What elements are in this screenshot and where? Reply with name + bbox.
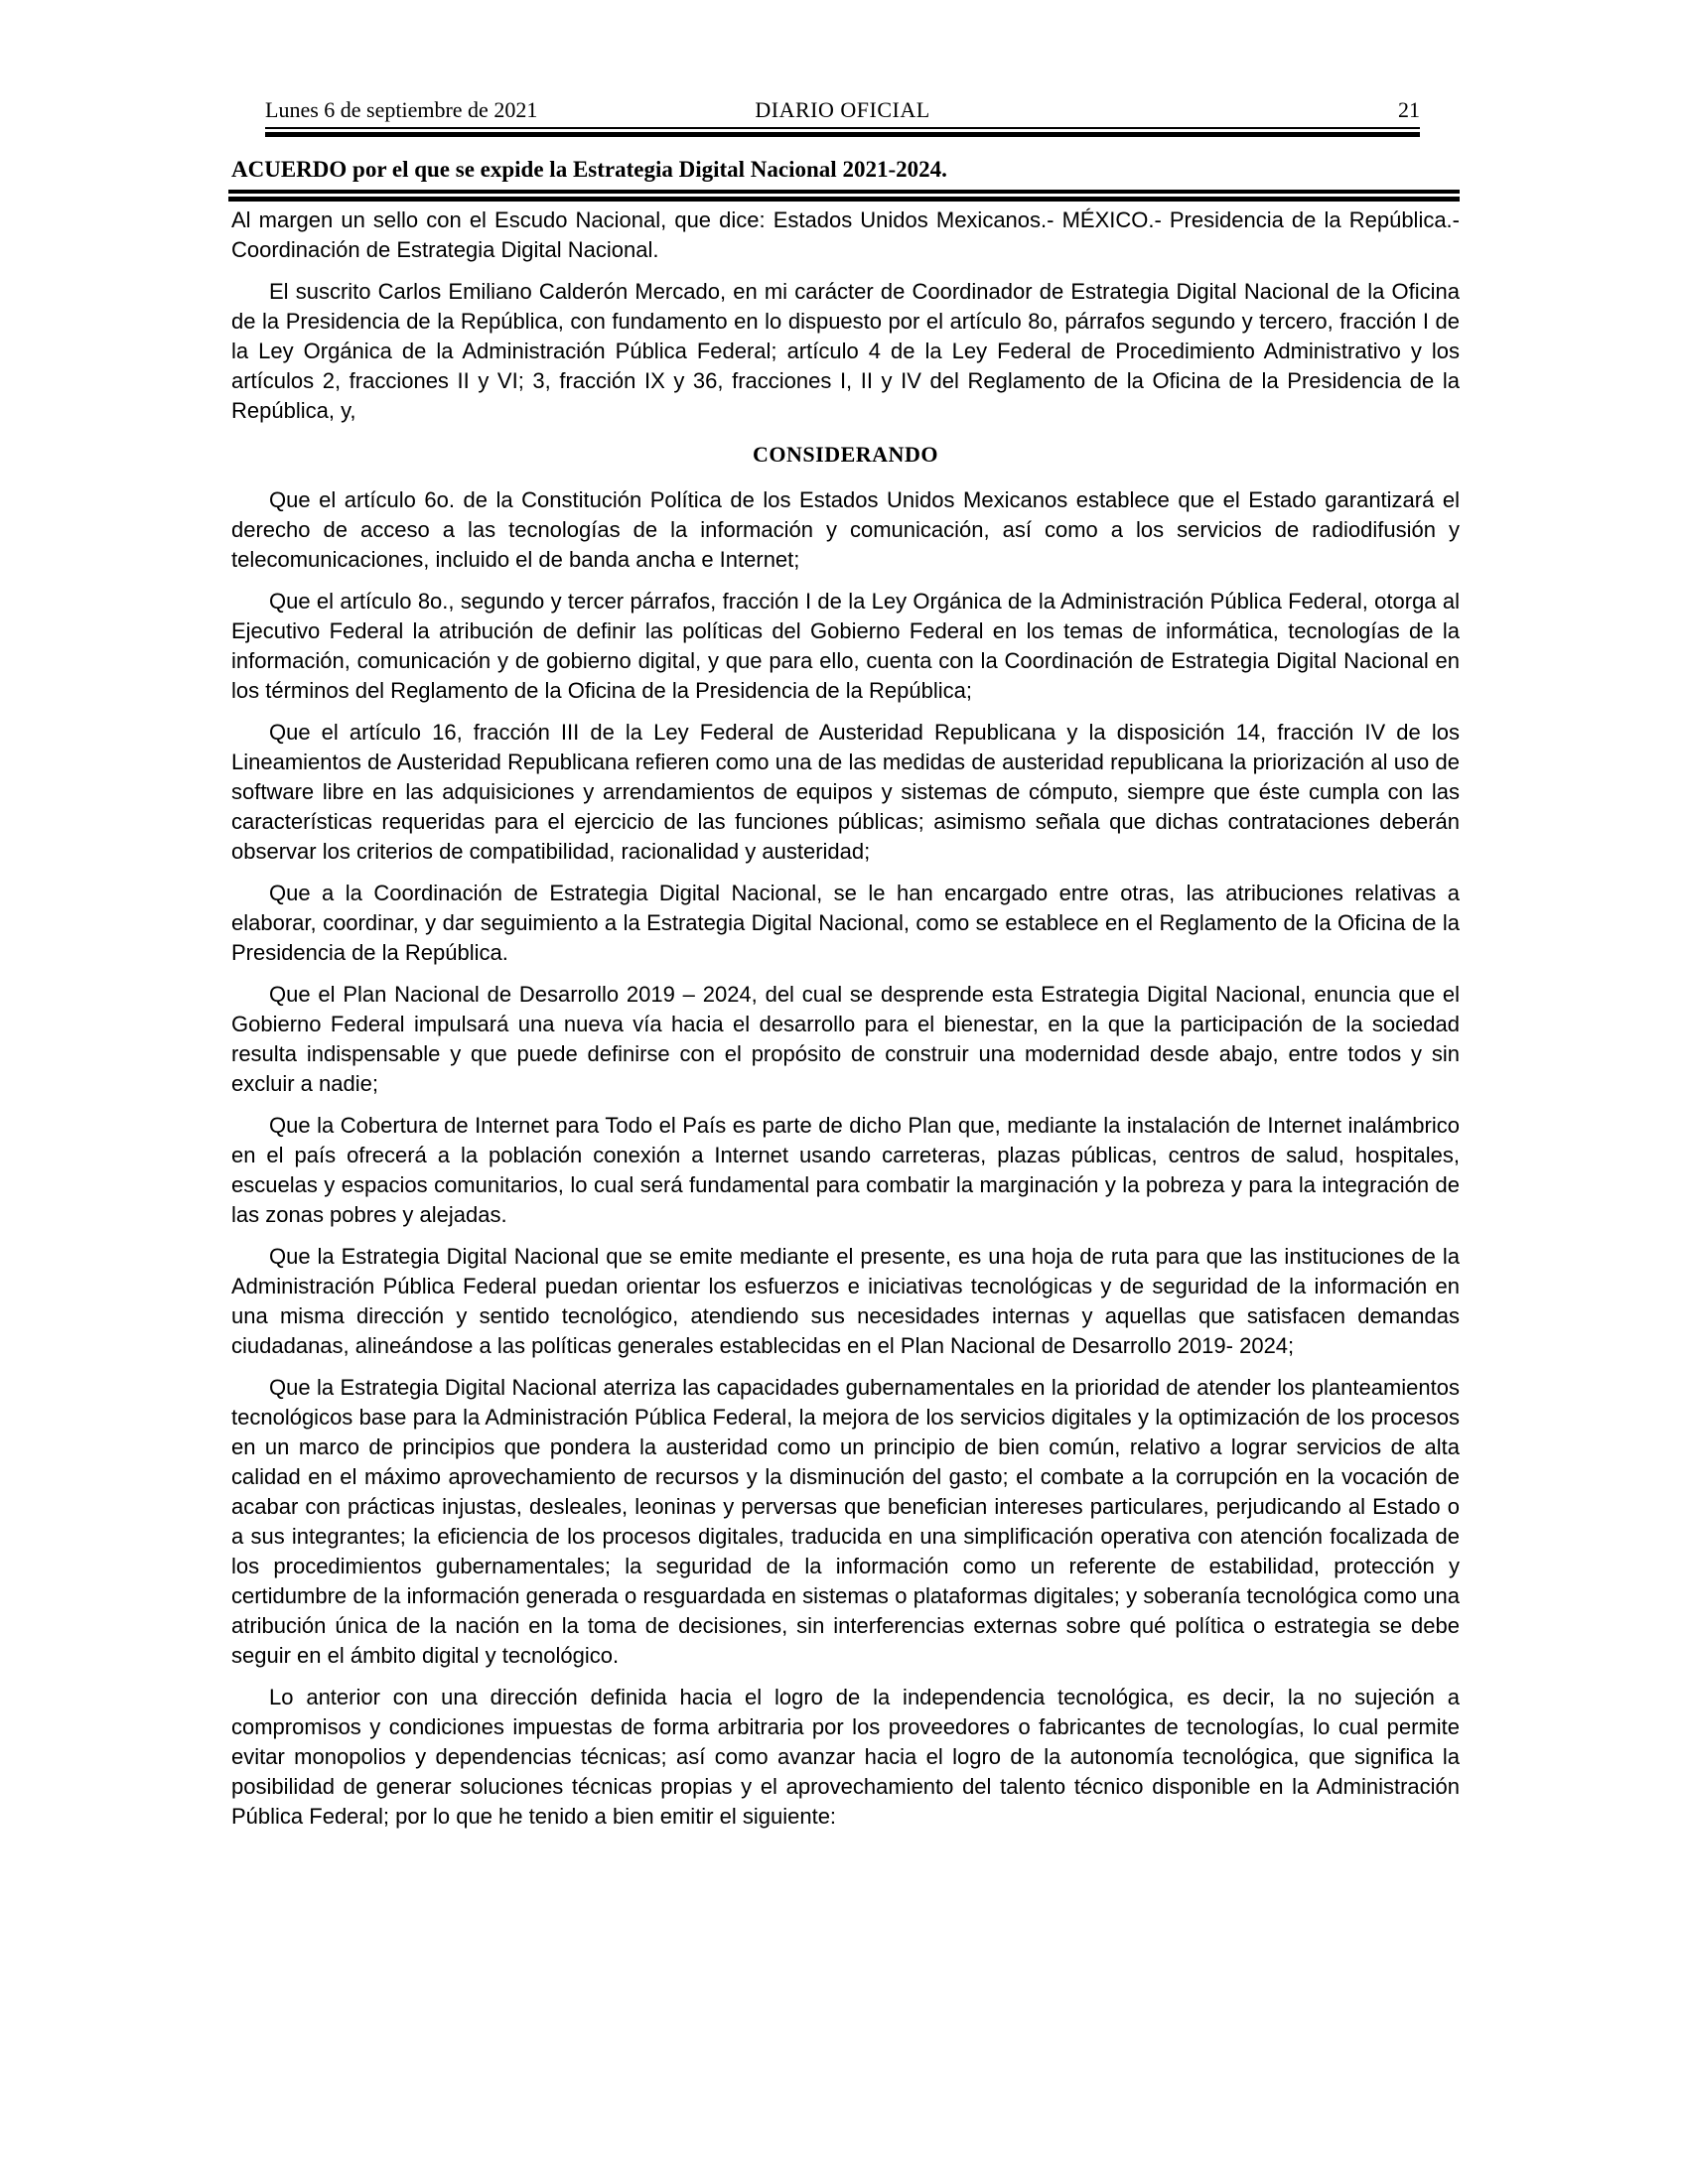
- paragraph-el-suscrito: El suscrito Carlos Emiliano Calderón Mercado, en mi carácter de Coordinador de Estrategia Digital Nacional de la Oficina de la Presidencia de la República, con fundamento en lo dispuesto por el artículo 8o, párrafos segundo y tercero, fracción I de la Ley Orgánica de la Administración Pública Federal; artículo 4 de la Ley Federal de Procedimiento Administrativo y los artículos 2, fracciones II y VI; 3, fracción IX y 36, fracciones I, II y IV del Reglamento de la Oficina de la Presidencia de la República, y,: [231, 279, 1460, 423]
- document-title: ACUERDO por el que se expide la Estrategia Digital Nacional 2021-2024.: [231, 157, 947, 182]
- paragraph-articulo-8o: Que el artículo 8o., segundo y tercer párrafos, fracción I de la Ley Orgánica de la Administración Pública Federal, otorga al Ejecutivo Federal la atribución de definir las políticas del Gobierno Federal en los temas de informática, tecnologías de la información, comunicación y de gobierno digital, y que para ello, cuenta con la Coordinación de Estrategia Digital Nacional en los términos del Reglamento de la Oficina de la Presidencia de la República;: [231, 589, 1460, 703]
- paragraph-articulo-16: Que el artículo 16, fracción III de la Ley Federal de Austeridad Republicana y la disposición 14, fracción IV de los Lineamientos de Austeridad Republicana refieren como una de las medidas de austeridad republicana la priorización al uso de software libre en las adquisiciones y arrendamientos de equipos y sistemas de cómputo, siempre que éste cumpla con las características requeridas para el ejercicio de las funciones públicas; asimismo señala que dichas contrataciones deberán observar los criterios de compatibilidad, racionalidad y austeridad;: [231, 720, 1460, 864]
- header-page-number: 21: [1398, 97, 1421, 122]
- header-date: Lunes 6 de septiembre de 2021: [265, 97, 538, 122]
- document-body: [231, 205, 1460, 1843]
- header-publication-title: DIARIO OFICIAL: [755, 97, 930, 122]
- paragraph-independencia-tecnologica: Lo anterior con una dirección definida hacia el logro de la independencia tecnológica, es decir, la no sujeción a compromisos y condiciones impuestas de forma arbitraria por los proveedores o fabricantes de tecnologías, lo cual permite evitar monopolios y dependencias técnicas; así como avanzar hacia el logro de la autonomía tecnológica, que significa la posibilidad de generar soluciones técnicas propias y el aprovechamiento del talento técnico disponible en la Administración Pública Federal; por lo que he tenido a bien emitir el siguiente:: [231, 1685, 1460, 1829]
- paragraph-articulo-6o: Que el artículo 6o. de la Constitución Política de los Estados Unidos Mexicanos establece que el Estado garantizará el derecho de acceso a las tecnologías de la información y comunicación, así como a los servicios de radiodifusión y telecomunicaciones, incluido el de banda ancha e Internet;: [231, 487, 1460, 572]
- considerando-heading: CONSIDERANDO: [753, 442, 938, 467]
- paragraph-hoja-de-ruta: Que la Estrategia Digital Nacional que se emite mediante el presente, es una hoja de ruta para que las instituciones de la Administración Pública Federal puedan orientar los esfuerzos e iniciativas tecnológicas y de seguridad de la información en una misma dirección y sentido tecnológico, atendiendo sus necesidades internas y aquellas que satisfacen demandas ciudadanas, alineándose a las políticas generales establecidas en el Plan Nacional de Desarrollo 2019- 2024;: [231, 1244, 1460, 1358]
- paragraph-cobertura-internet: Que la Cobertura de Internet para Todo el País es parte de dicho Plan que, mediante la instalación de Internet inalámbrico en el país ofrecerá a la población conexión a Internet usando carreteras, plazas públicas, centros de salud, hospitales, escuelas y espacios comunitarios, lo cual será fundamental para combatir la marginación y la pobreza y para la integración de las zonas pobres y alejadas.: [231, 1113, 1460, 1227]
- paragraph-capacidades-gubernamentales: Que la Estrategia Digital Nacional aterriza las capacidades gubernamentales en la prioridad de atender los planteamientos tecnológicos base para la Administración Pública Federal, la mejora de los servicios digitales y la optimización de los procesos en un marco de principios que pondera la austeridad como un principio de bien común, relativo a lograr servicios de alta calidad en el máximo aprovechamiento de recursos y la disminución del gasto; el combate a la corrupción en la vocación de acabar con prácticas injustas, desleales, leoninas y perversas que benefician intereses particulares, perjudicando al Estado o a sus integrantes; la eficiencia de los procesos digitales, traducida en una simplificación operativa con atención focalizada de los procedimientos gubernamentales; la seguridad de la información como un referente de estabilidad, protección y certidumbre de la información generada o resguardada en sistemas o plataformas digitales; y soberanía tecnológica como una atribución única de la nación en la toma de decisiones, sin interferencias externas sobre qué política o estrategia se debe seguir en el ámbito digital y tecnológico.: [231, 1375, 1460, 1668]
- paragraph-plan-nacional: Que el Plan Nacional de Desarrollo 2019 – 2024, del cual se desprende esta Estrategia Digital Nacional, enuncia que el Gobierno Federal impulsará una nueva vía hacia el desarrollo para el bienestar, en la que la participación de la sociedad resulta indispensable y que puede definirse con el propósito de construir una modernidad desde abajo, entre todos y sin excluir a nadie;: [231, 982, 1460, 1096]
- header-double-rule: [265, 127, 1420, 137]
- title-double-rule: [228, 190, 1460, 202]
- page-header: [265, 97, 1420, 123]
- paragraph-al-margen: Al margen un sello con el Escudo Nacional, que dice: Estados Unidos Mexicanos.- MÉXICO.- Presidencia de la República.- Coordinación de Estrategia Digital Nacional.: [231, 207, 1460, 262]
- paragraph-coordinacion-atribuciones: Que a la Coordinación de Estrategia Digital Nacional, se le han encargado entre otras, las atribuciones relativas a elaborar, coordinar, y dar seguimiento a la Estrategia Digital Nacional, como se establece en el Reglamento de la Oficina de la Presidencia de la República.: [231, 881, 1460, 965]
